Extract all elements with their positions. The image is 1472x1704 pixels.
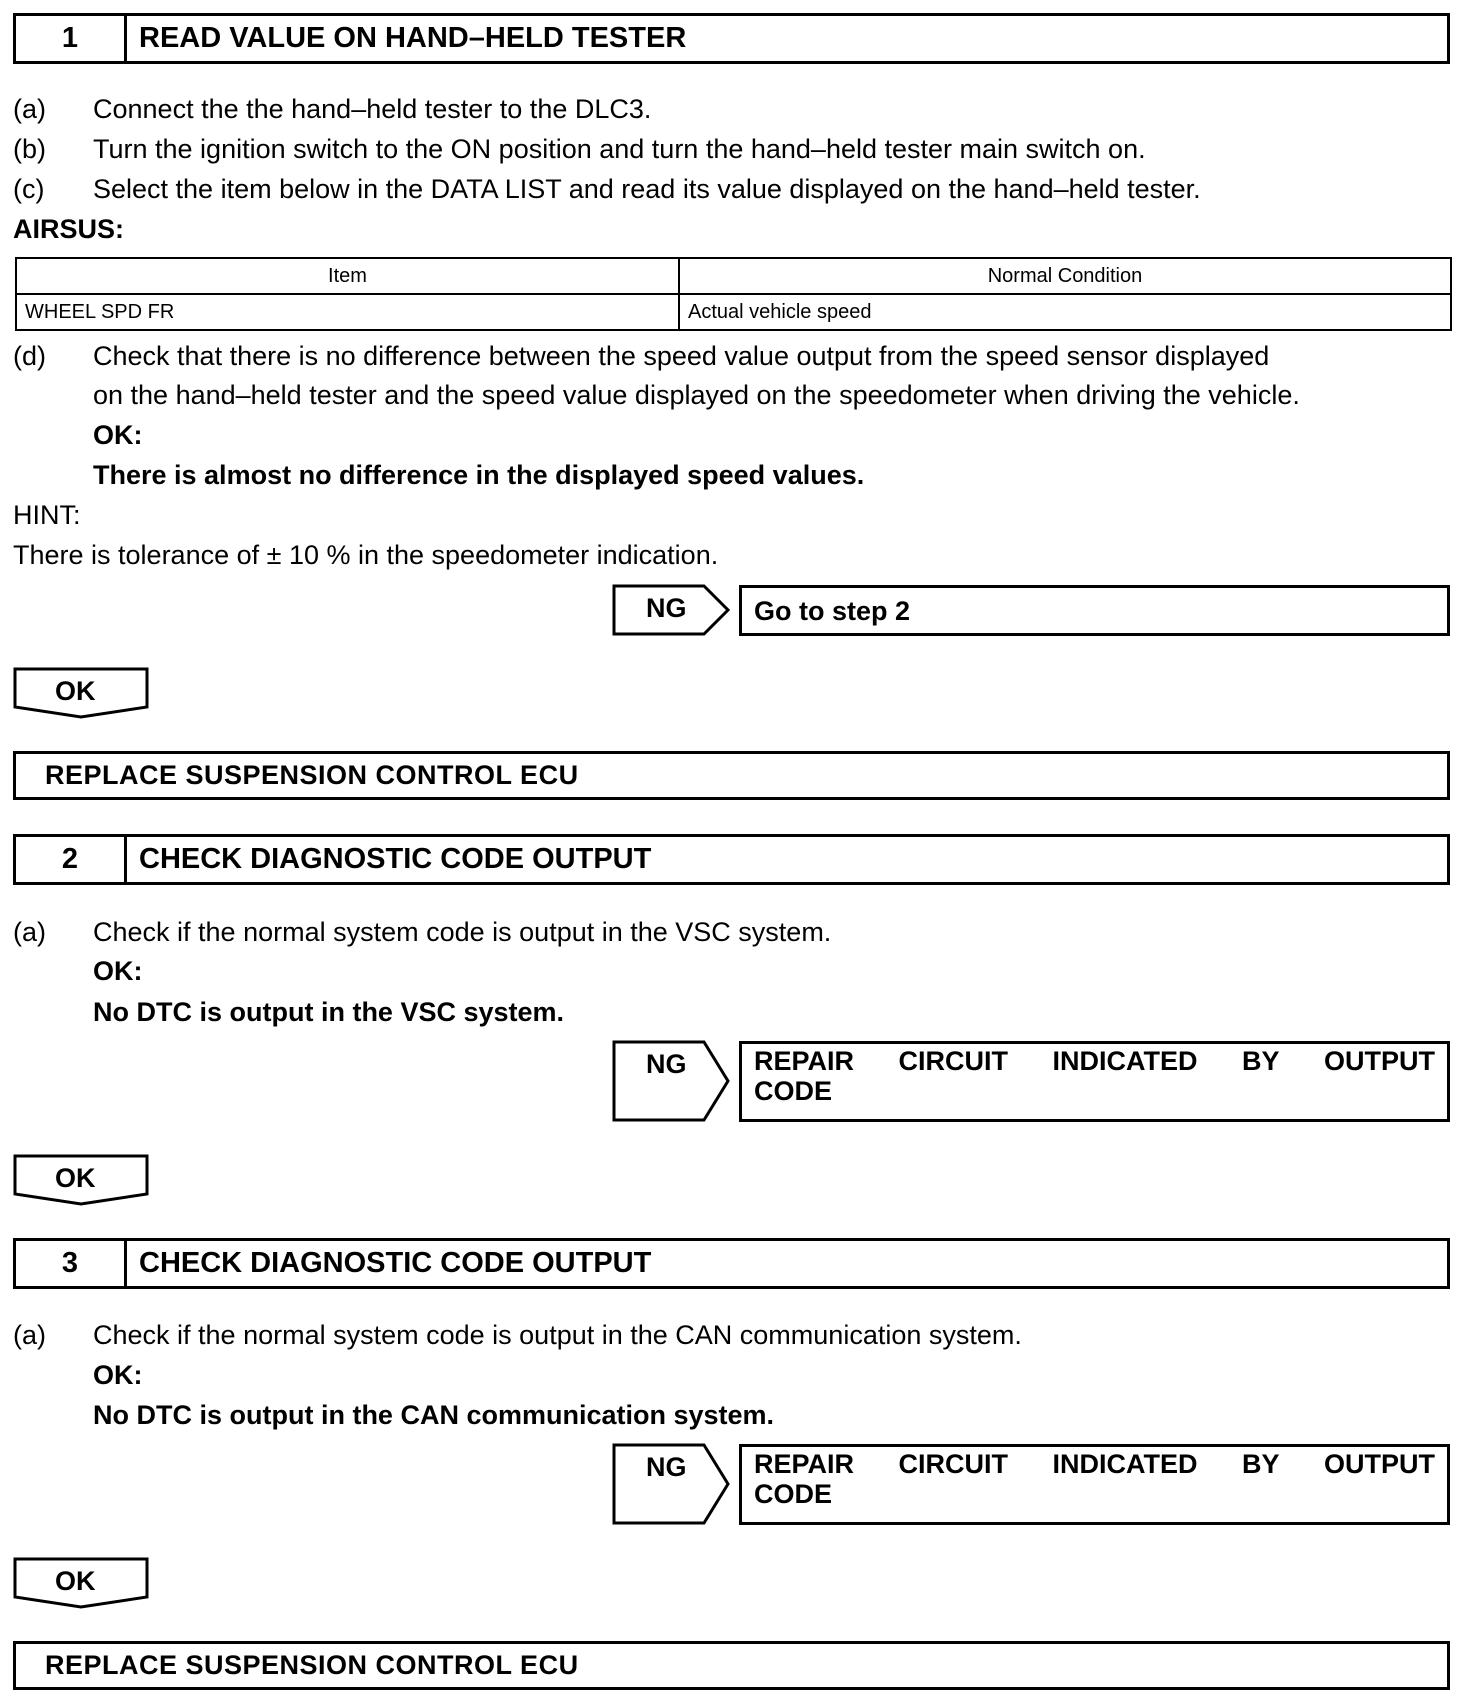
step-1-header (13, 13, 1450, 64)
step-title: CHECK DIAGNOSTIC CODE OUTPUT (139, 843, 652, 875)
result-box: REPLACE SUSPENSION CONTROL ECU (13, 1641, 1450, 1690)
ok-label: OK: (93, 1360, 143, 1390)
ng-action: Go to step 2 (739, 585, 1450, 636)
item-label: (a) (13, 94, 46, 124)
word: BY (1241, 1449, 1280, 1479)
ng-label: NG (646, 593, 687, 623)
instruction-a: Check if the normal system code is output in the CAN communication system. (93, 1320, 1022, 1350)
table-title: AIRSUS: (13, 214, 125, 244)
ok-condition: No DTC is output in the VSC system. (93, 997, 565, 1027)
ng-label: NG (646, 1452, 687, 1482)
word: REPAIR (754, 1449, 855, 1479)
table-cell: Actual vehicle speed (679, 294, 1451, 330)
ok-label: OK (55, 676, 96, 706)
instruction-a: Connect the the hand–held tester to the DLC3. (93, 94, 652, 124)
word: OUTPUT (1323, 1046, 1435, 1076)
ok-condition: There is almost no difference in the displayed speed values. (93, 460, 865, 490)
word: CODE (754, 1479, 833, 1509)
instruction-d-cont: on the hand–held tester and the speed value displayed on the speedometer when driving the vehicle. (93, 380, 1300, 410)
step-number: 3 (16, 1241, 127, 1286)
step-title: CHECK DIAGNOSTIC CODE OUTPUT (139, 1247, 652, 1279)
step-number: 1 (16, 16, 127, 61)
item-label: (b) (13, 134, 46, 164)
word: CIRCUIT (898, 1449, 1008, 1479)
ok-label: OK: (93, 420, 143, 450)
word: INDICATED (1052, 1449, 1198, 1479)
column-header: Item (16, 258, 679, 294)
word: CIRCUIT (898, 1046, 1008, 1076)
step-2-header (13, 834, 1450, 885)
word: CODE (754, 1076, 833, 1106)
instruction-c: Select the item below in the DATA LIST and read its value displayed on the hand–held tester. (93, 174, 1201, 204)
ng-label: NG (646, 1049, 687, 1079)
hint-text: There is tolerance of ± 10 % in the speedometer indication. (13, 540, 719, 570)
hint-label: HINT: (13, 500, 81, 530)
ok-condition: No DTC is output in the CAN communication system. (93, 1400, 775, 1430)
ok-label: OK: (93, 956, 143, 986)
item-label: (a) (13, 917, 46, 947)
data-list-table (15, 257, 1452, 331)
step-title: READ VALUE ON HAND–HELD TESTER (139, 22, 687, 54)
ok-label: OK (55, 1163, 96, 1193)
item-label: (a) (13, 1320, 46, 1350)
item-label: (c) (13, 174, 45, 204)
word: BY (1241, 1046, 1280, 1076)
instruction-a: Check if the normal system code is output in the VSC system. (93, 917, 832, 947)
word: REPAIR (754, 1046, 855, 1076)
column-header: Normal Condition (679, 258, 1451, 294)
item-label: (d) (13, 341, 46, 371)
ng-action (739, 1444, 1450, 1525)
instruction-d: Check that there is no difference between the speed value output from the speed sensor displayed (93, 341, 1270, 371)
table-cell: WHEEL SPD FR (16, 294, 679, 330)
word: INDICATED (1052, 1046, 1198, 1076)
word: OUTPUT (1323, 1449, 1435, 1479)
step-3-header (13, 1238, 1450, 1289)
ng-action (739, 1041, 1450, 1122)
result-box: REPLACE SUSPENSION CONTROL ECU (13, 751, 1450, 800)
step-number: 2 (16, 837, 127, 882)
ok-label: OK (55, 1566, 96, 1596)
instruction-b: Turn the ignition switch to the ON position and turn the hand–held tester main switch on. (93, 134, 1146, 164)
